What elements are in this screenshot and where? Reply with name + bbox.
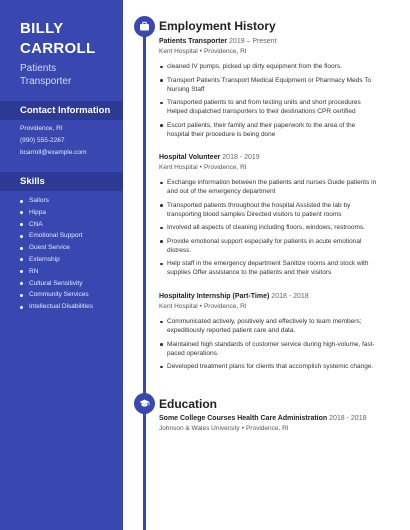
skill-item: Emotional Support — [20, 230, 93, 242]
contact-heading-band — [0, 101, 123, 120]
contact-heading: Contact Information — [20, 105, 111, 116]
job-employer-line — [159, 303, 379, 310]
job-bullet: Exchange information between the patients and nurses Guide patients in and out of the emergency department — [159, 178, 379, 196]
skill-item: CNA — [20, 219, 93, 231]
name-first: BILLY — [20, 20, 64, 37]
job-employer: Kent Hospital — [159, 164, 198, 171]
job-title: Hospital Volunteer — [159, 154, 221, 161]
name-last: CARROLL — [20, 40, 96, 57]
degree-title: Some College Courses Health Care Administration — [159, 415, 328, 422]
job-bullet: cleaned IV pumps, picked up dirty equipment from the floors. — [159, 62, 379, 71]
job-bullet: Provide emotional support especially for patients in acute emotional distress. — [159, 237, 379, 255]
job-bullet: Escort patients, their family and their paperwork to the area of the hospital their procedure is being done — [159, 121, 379, 139]
role-line-1: Patients — [20, 63, 57, 74]
job-dates: 2018 - 2019 — [222, 154, 260, 161]
skill-item: Guest Service — [20, 242, 93, 254]
separator-dot: • — [241, 425, 244, 432]
job-employer: Kent Hospital — [159, 303, 198, 310]
job-dates: 2019 – Present — [229, 38, 277, 45]
briefcase-icon — [139, 21, 150, 32]
skills-heading: Skills — [20, 176, 45, 187]
job-bullets — [159, 62, 379, 139]
job-header — [159, 38, 379, 45]
graduation-cap-icon — [139, 398, 150, 409]
job-employer-line — [159, 48, 379, 55]
job-bullet: Developed treatment plans for clients that accomplish systemic change. — [159, 362, 379, 371]
job-bullet: Transport Patients Transport Medical Equipment or Pharmacy Meds To Nursing Staff — [159, 76, 379, 94]
contact-email[interactable]: bcarroll@example.com — [20, 149, 87, 156]
candidate-name — [20, 19, 95, 59]
skill-item: Sailors — [20, 195, 93, 207]
employment-section-marker — [134, 16, 155, 37]
job-entry — [159, 38, 379, 143]
separator-dot: • — [199, 303, 202, 310]
skills-list — [20, 195, 93, 313]
job-bullets — [159, 178, 379, 277]
role-line-2: Transporter — [20, 76, 72, 87]
education-header — [159, 415, 379, 422]
job-bullet: Help staff in the emergency department Sanitize rooms and stock with supplies Offer assistance to the patients and their visitors — [159, 259, 379, 277]
job-title: Patients Transporter — [159, 38, 228, 45]
education-heading: Education — [159, 397, 218, 411]
contact-location: Providence, RI — [20, 125, 63, 132]
job-entry — [159, 293, 379, 376]
job-dates: 2018 - 2018 — [271, 293, 309, 300]
job-bullets — [159, 317, 379, 371]
job-employer-line — [159, 164, 379, 171]
education-school-line — [159, 425, 379, 432]
job-employer: Kent Hospital — [159, 48, 198, 55]
education-dates: 2018 - 2018 — [329, 415, 367, 422]
job-entry — [159, 154, 379, 282]
employment-heading: Employment History — [159, 19, 276, 33]
skill-item: Intellectual Disabilities — [20, 301, 93, 313]
school-name: Johnson & Wales University — [159, 425, 240, 432]
job-bullet: Involved all aspects of cleaning including floors, windows, restrooms. — [159, 223, 379, 232]
job-role — [20, 62, 71, 88]
contact-phone: (990) 555-2267 — [20, 137, 65, 144]
education-entry — [159, 415, 379, 432]
timeline-line — [143, 24, 146, 530]
skill-item: RN — [20, 266, 93, 278]
job-location: Providence, RI — [203, 48, 247, 55]
skills-heading-band — [0, 172, 123, 191]
education-section-marker — [134, 393, 155, 414]
skill-item: Cultural Sensitivity — [20, 278, 93, 290]
job-location: Providence, RI — [203, 164, 247, 171]
job-header — [159, 154, 379, 161]
skill-item: Hippa — [20, 207, 93, 219]
skill-item: Community Services — [20, 289, 93, 301]
job-bullet: Maintained high standards of customer service during high-volume, fast-paced operations. — [159, 340, 379, 358]
job-bullet: Transported patients throughout the hospital Assisted the lab by transporting blood samples Directed visitors to patient rooms — [159, 201, 379, 219]
separator-dot: • — [199, 48, 202, 55]
job-bullet: Communicated actively, positively and effectively to team members; expeditiously reported patient care and data. — [159, 317, 379, 335]
skill-item: Externship — [20, 254, 93, 266]
school-location: Providence, RI — [245, 425, 289, 432]
job-title: Hospitality Internship (Part-Time) — [159, 293, 270, 300]
job-location: Providence, RI — [203, 303, 247, 310]
separator-dot: • — [199, 164, 202, 171]
job-bullet: Transported patients to and from testing units and short procedures Helped dispatched transporters to their destinations CPR certified — [159, 98, 379, 116]
job-header — [159, 293, 379, 300]
sidebar — [0, 0, 123, 530]
